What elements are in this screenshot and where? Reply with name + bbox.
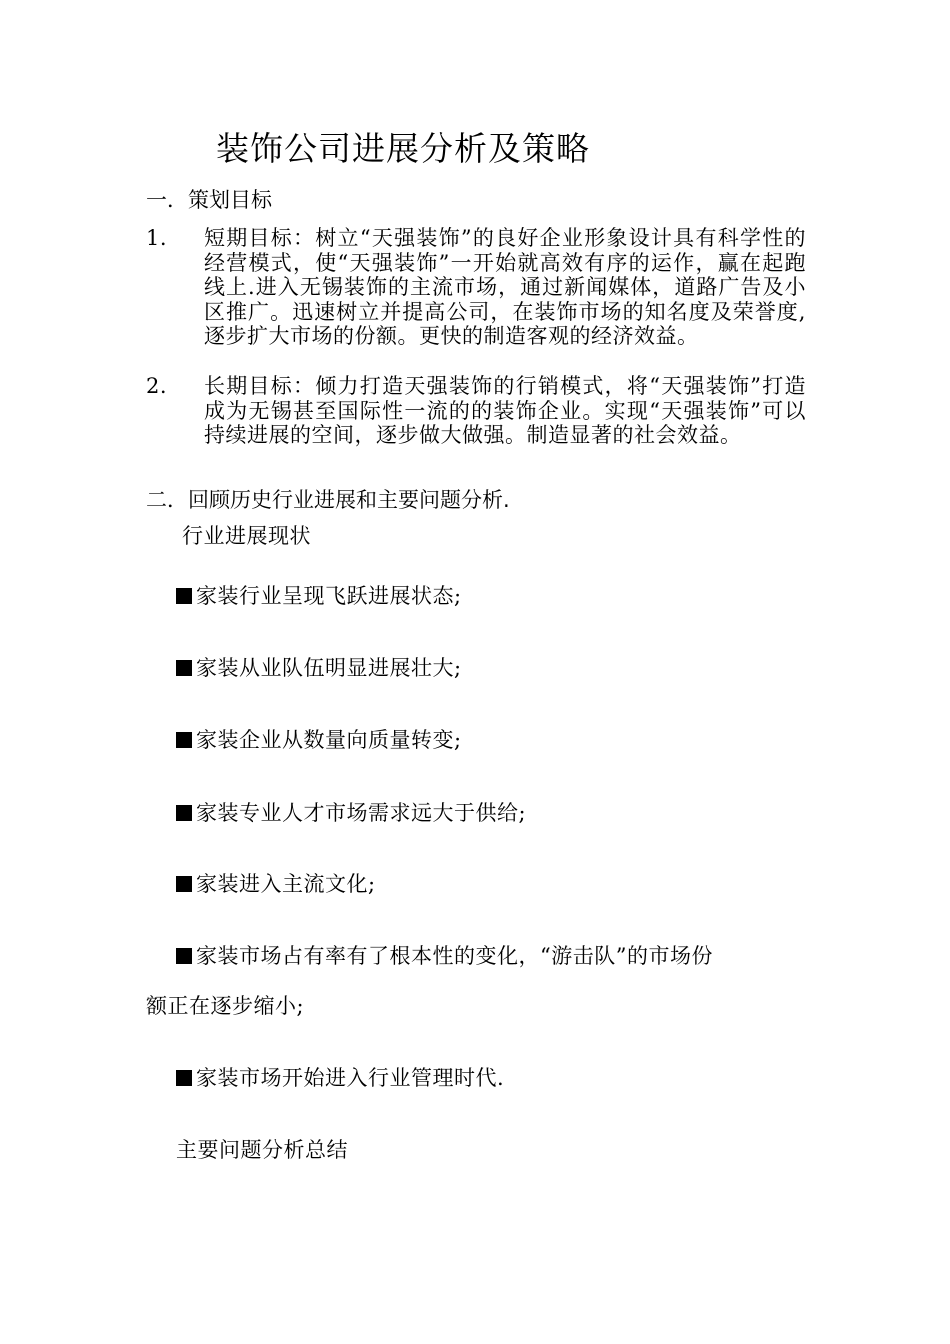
bullet-item [176, 942, 713, 970]
square-bullet-icon [176, 805, 192, 821]
section-heading-goals: 一．策划目标 [146, 188, 272, 212]
bullet-text: 家装专业人才市场需求远大于供给; [196, 801, 527, 825]
bullet-item [176, 582, 462, 610]
subheading-problem-summary: 主要问题分析总结 [176, 1138, 348, 1162]
list-number: 1. [146, 226, 168, 250]
bullet-text: 家装从业队伍明显进展壮大; [196, 656, 462, 680]
bullet-item [176, 1064, 504, 1092]
square-bullet-icon [176, 876, 192, 892]
bullet-item [176, 726, 462, 754]
bullet-text: 家装企业从数量向质量转变; [196, 728, 462, 752]
list-text: 短期目标：树立“天强装饰”的良好企业形象设计具有科学性的经营模式，使“天强装饰”一开始就高效有序的运作，赢在起跑线上.进入无锡装饰的主流市场，通过新闻媒体，道路广告及小区推广。迅速树立并提高公司，在装饰市场的知名度及荣誉度,逐步扩大市场的份额。更快的制造客观的经济效益。 [204, 226, 806, 349]
list-number: 2. [146, 374, 168, 398]
square-bullet-icon [176, 660, 192, 676]
square-bullet-icon [176, 948, 192, 964]
list-text: 长期目标：倾力打造天强装饰的行销模式，将“天强装饰”打造成为无锡甚至国际性一流的的装饰企业。实现“天强装饰”可以持续进展的空间，逐步做大做强。制造显著的社会效益。 [204, 374, 806, 448]
bullet-text: 家装进入主流文化; [196, 872, 376, 896]
section-heading-history: 二．回顾历史行业进展和主要问题分析. [146, 488, 510, 512]
bullet-item [176, 870, 376, 898]
square-bullet-icon [176, 588, 192, 604]
bullet-text: 家装市场占有率有了根本性的变化，“游击队”的市场份 [196, 944, 713, 968]
goal-list-item-2 [146, 374, 806, 448]
bullet-item [176, 799, 526, 827]
goal-list-item-1 [146, 226, 806, 349]
subheading-industry-status: 行业进展现状 [182, 524, 311, 548]
square-bullet-icon [176, 732, 192, 748]
square-bullet-icon [176, 1070, 192, 1086]
bullet-text-continuation: 额正在逐步缩小; [146, 994, 305, 1018]
document-title: 装饰公司进展分析及策略 [216, 129, 590, 168]
bullet-item [176, 654, 462, 682]
bullet-text: 家装市场开始进入行业管理时代. [196, 1066, 505, 1090]
bullet-text: 家装行业呈现飞跃进展状态; [196, 584, 462, 608]
